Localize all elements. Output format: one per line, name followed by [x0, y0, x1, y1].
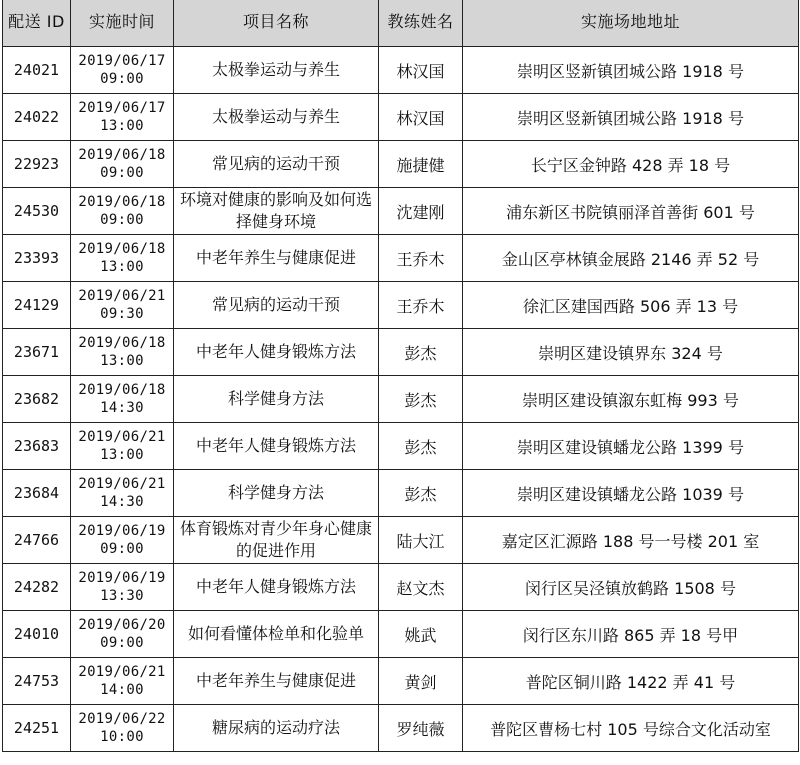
cell-project-name: 科学健身方法 [174, 470, 379, 517]
cell-id: 23683 [3, 423, 71, 470]
table-row [3, 329, 799, 376]
cell-date: 2019/06/17 [78, 100, 166, 116]
header-address: 实施场地地址 [463, 0, 799, 47]
cell-date: 2019/06/21 [78, 476, 166, 492]
cell-time [71, 235, 174, 282]
cell-id: 24010 [3, 611, 71, 658]
cell-project-name: 中老年养生与健康促进 [174, 235, 379, 282]
table-row [3, 564, 799, 611]
cell-coach: 沈建刚 [379, 188, 463, 235]
cell-id: 24022 [3, 94, 71, 141]
cell-coach: 彭杰 [379, 376, 463, 423]
cell-project-name: 如何看懂体检单和化验单 [174, 611, 379, 658]
cell-date: 2019/06/21 [78, 664, 166, 680]
cell-id: 23684 [3, 470, 71, 517]
cell-coach: 姚武 [379, 611, 463, 658]
cell-coach: 王乔木 [379, 235, 463, 282]
cell-date: 2019/06/22 [78, 711, 166, 727]
cell-project-name: 常见病的运动干预 [174, 282, 379, 329]
table-row [3, 705, 799, 752]
cell-project-name: 糖尿病的运动疗法 [174, 705, 379, 752]
cell-project-name: 太极拳运动与养生 [174, 94, 379, 141]
cell-address: 徐汇区建国西路 506 弄 13 号 [463, 282, 799, 329]
cell-id: 24282 [3, 564, 71, 611]
cell-clock: 14:30 [100, 400, 144, 416]
cell-date: 2019/06/21 [78, 429, 166, 445]
cell-date: 2019/06/18 [78, 241, 166, 257]
cell-coach: 林汉国 [379, 94, 463, 141]
cell-id: 24251 [3, 705, 71, 752]
table-row [3, 470, 799, 517]
table-row [3, 235, 799, 282]
cell-coach: 彭杰 [379, 329, 463, 376]
table-row [3, 517, 799, 564]
cell-id: 23682 [3, 376, 71, 423]
header-id: 配送 ID [3, 0, 71, 47]
cell-clock: 09:30 [100, 306, 144, 322]
cell-time [71, 188, 174, 235]
table-row [3, 282, 799, 329]
cell-coach: 罗纯薇 [379, 705, 463, 752]
cell-project-name: 中老年人健身锻炼方法 [174, 329, 379, 376]
cell-time [71, 564, 174, 611]
cell-time [71, 611, 174, 658]
cell-project-name: 环境对健康的影响及如何选择健身环境 [174, 188, 379, 235]
cell-clock: 13:00 [100, 259, 144, 275]
cell-date: 2019/06/19 [78, 523, 166, 539]
cell-clock: 13:00 [100, 118, 144, 134]
cell-address: 金山区亭林镇金展路 2146 弄 52 号 [463, 235, 799, 282]
cell-date: 2019/06/18 [78, 194, 166, 210]
header-row [3, 0, 799, 47]
cell-address: 长宁区金钟路 428 弄 18 号 [463, 141, 799, 188]
cell-time [71, 94, 174, 141]
cell-clock: 09:00 [100, 71, 144, 87]
cell-id: 24021 [3, 47, 71, 94]
cell-time [71, 282, 174, 329]
cell-clock: 09:00 [100, 212, 144, 228]
cell-time [71, 423, 174, 470]
cell-project-name: 科学健身方法 [174, 376, 379, 423]
cell-clock: 09:00 [100, 541, 144, 557]
cell-id: 24766 [3, 517, 71, 564]
table-row [3, 188, 799, 235]
cell-address: 崇明区建设镇蟠龙公路 1039 号 [463, 470, 799, 517]
cell-clock: 14:00 [100, 682, 144, 698]
cell-time [71, 705, 174, 752]
cell-coach: 林汉国 [379, 47, 463, 94]
cell-id: 22923 [3, 141, 71, 188]
cell-time [71, 329, 174, 376]
cell-address: 嘉定区汇源路 188 号一号楼 201 室 [463, 517, 799, 564]
cell-address: 崇明区竖新镇团城公路 1918 号 [463, 47, 799, 94]
cell-coach: 彭杰 [379, 423, 463, 470]
cell-time [71, 470, 174, 517]
table-body [3, 47, 799, 752]
cell-project-name: 中老年人健身锻炼方法 [174, 564, 379, 611]
cell-time [71, 658, 174, 705]
cell-project-name: 中老年人健身锻炼方法 [174, 423, 379, 470]
table-row [3, 658, 799, 705]
cell-coach: 黄剑 [379, 658, 463, 705]
cell-id: 23671 [3, 329, 71, 376]
cell-clock: 10:00 [100, 729, 144, 745]
cell-time [71, 141, 174, 188]
table-row [3, 47, 799, 94]
cell-clock: 09:00 [100, 165, 144, 181]
cell-id: 23393 [3, 235, 71, 282]
cell-time [71, 517, 174, 564]
cell-clock: 13:00 [100, 447, 144, 463]
cell-address: 普陀区曹杨七村 105 号综合文化活动室 [463, 705, 799, 752]
table-header [3, 0, 799, 47]
cell-clock: 13:30 [100, 588, 144, 604]
cell-clock: 14:30 [100, 494, 144, 510]
cell-coach: 王乔木 [379, 282, 463, 329]
cell-project-name: 中老年养生与健康促进 [174, 658, 379, 705]
cell-id: 24753 [3, 658, 71, 705]
cell-project-name: 太极拳运动与养生 [174, 47, 379, 94]
table-row [3, 94, 799, 141]
cell-date: 2019/06/18 [78, 147, 166, 163]
cell-coach: 彭杰 [379, 470, 463, 517]
cell-address: 崇明区建设镇蟠龙公路 1399 号 [463, 423, 799, 470]
cell-date: 2019/06/19 [78, 570, 166, 586]
cell-date: 2019/06/21 [78, 288, 166, 304]
cell-address: 崇明区建设镇溆东虹梅 993 号 [463, 376, 799, 423]
cell-address: 浦东新区书院镇丽泽首善街 601 号 [463, 188, 799, 235]
cell-time [71, 47, 174, 94]
table-row [3, 141, 799, 188]
cell-project-name: 体育锻炼对青少年身心健康的促进作用 [174, 517, 379, 564]
cell-coach: 施捷健 [379, 141, 463, 188]
cell-date: 2019/06/20 [78, 617, 166, 633]
table-row [3, 376, 799, 423]
schedule-table [2, 0, 799, 752]
cell-address: 闵行区东川路 865 弄 18 号甲 [463, 611, 799, 658]
cell-clock: 13:00 [100, 353, 144, 369]
cell-date: 2019/06/18 [78, 335, 166, 351]
cell-address: 崇明区建设镇界东 324 号 [463, 329, 799, 376]
cell-date: 2019/06/18 [78, 382, 166, 398]
table-row [3, 423, 799, 470]
cell-coach: 赵文杰 [379, 564, 463, 611]
cell-date: 2019/06/17 [78, 53, 166, 69]
cell-coach: 陆大江 [379, 517, 463, 564]
cell-id: 24129 [3, 282, 71, 329]
header-name: 项目名称 [174, 0, 379, 47]
cell-id: 24530 [3, 188, 71, 235]
cell-clock: 09:00 [100, 635, 144, 651]
header-coach: 教练姓名 [379, 0, 463, 47]
cell-time [71, 376, 174, 423]
cell-address: 闵行区吴泾镇放鹤路 1508 号 [463, 564, 799, 611]
cell-project-name: 常见病的运动干预 [174, 141, 379, 188]
cell-address: 崇明区竖新镇团城公路 1918 号 [463, 94, 799, 141]
header-time: 实施时间 [71, 0, 174, 47]
table-row [3, 611, 799, 658]
cell-address: 普陀区铜川路 1422 弄 41 号 [463, 658, 799, 705]
